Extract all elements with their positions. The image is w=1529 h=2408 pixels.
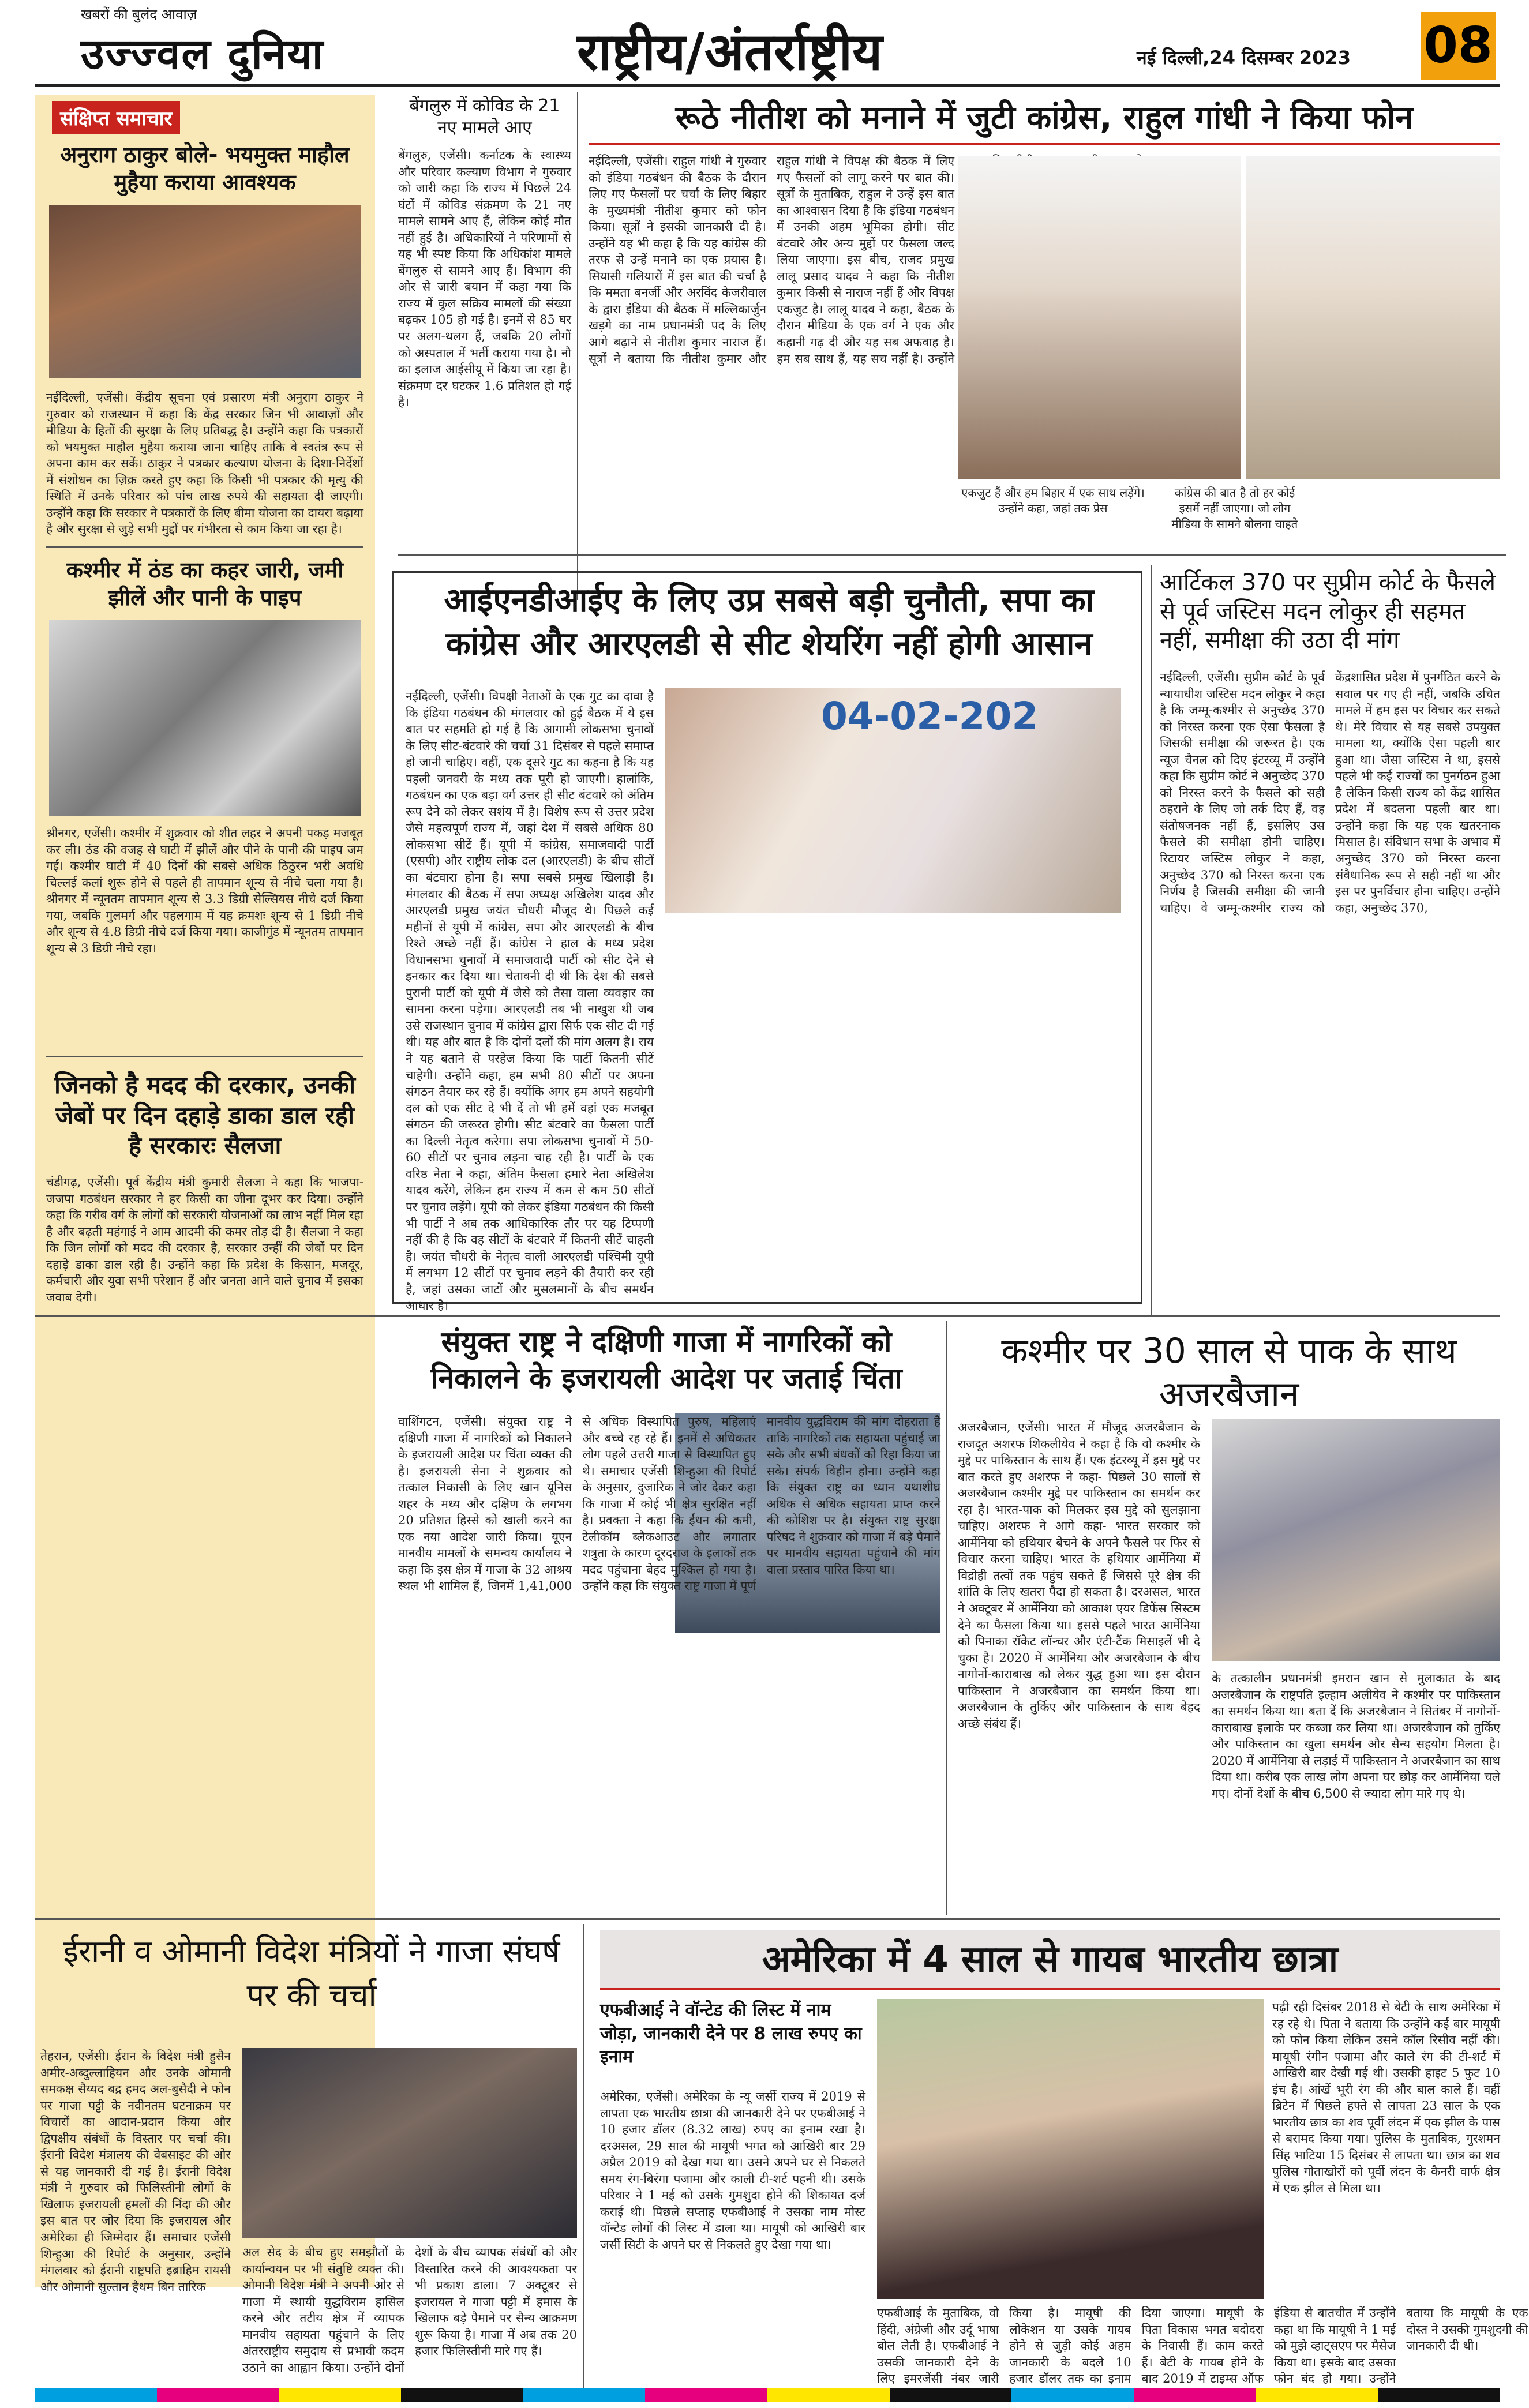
usa-body-2: एफबीआई के मुताबिक, वो हिंदी, अंग्रेजी और उर्दू भाषा बोल लेती है। एफबीआई ने उसकी जानकारी देने के लिए इमरजेंसी नंबर जारी किया है। मायूषी की लोकेशन या उसके गायब होने से जुड़ी कोई अहम जानकारी के बदले 10 हजार डॉलर तक का इनाम दिया जाएगा। मायूषी के पिता विकास भगत बदोदरा के निवासी हैं। काम करते हैं। बेटी के गायब होने के बाद 2019 में टाइम्स ऑफ इंडिया से बातचीत में उन्होंने कहा था कि मायूषी ने 1 मई को मुझे व्हाट्सएप पर मैसेज किया था। इसके बाद उसका फोन बंद हो गया। उन्होंने बताया कि मायूषी के एक दोस्त ने उसकी गुमशुदगी की जानकारी दी थी। [877, 2306, 1528, 2386]
column-divider [577, 92, 578, 600]
iran-headline: ईरानी व ओमानी विदेश मंत्रियों ने गाजा संघर्ष पर की चर्चा [63, 1933, 560, 2013]
usa-head-band [600, 1930, 1500, 1990]
headline-underline [589, 143, 1500, 145]
brief-body-1: नईदिल्ली, एजेंसी। केंद्रीय सूचना एवं प्रसारण मंत्री अनुराग ठाकुर ने गुरुवार को राजस्थान में कहा कि केंद्र सरकार जिन भी आवाज़ों और मीडिया के हितों की सुरक्षा के लिए प्रतिबद्ध है। उन्होंने कहा कि पत्रकारों को भयमुक्त माहौल मुहैया कराया जाना चाहिए ताकि वे स्वतंत्र रूप से अपना काम कर सकें। ठाकुर ने पत्रकार कल्याण योजना के दिशा-निर्देशों में संशोधन का ज़िक्र करते हुए कहा कि किसी भी पत्रकार की मृत्यु की स्थिति में उनके परिवार को पांच लाख रुपये की सहायता दी जाएगी। उन्होंने कहा कि सरकार ने पत्रकारों के लिए बीमा योजना का दायरा बढ़ाया है और सुरक्षा से जुड़े सभी मुद्दों पर गंभीरता से काम किया जा रहा है। [46, 391, 363, 537]
un-headline: संयुक्त राष्ट्र ने दक्षिणी गाजा में नागरिकों को निकालने के इजरायली आदेश पर जताई चिंता [430, 1325, 902, 1395]
nitish-caption-2: कांग्रेस की बात है तो हर कोई इसमें नहीं जाएगा। जो लोग मीडिया के सामने बोलना चाहते [1171, 486, 1298, 531]
divider [46, 1056, 363, 1057]
nitish-headline: रूठे नीतीश को मनाने में जुटी कांग्रेस, राहुल गांधी ने किया फोन [675, 99, 1414, 137]
art370-headline: आर्टिकल 370 पर सुप्रीम कोर्ट के फैसले से पूर्व जस्टिस मदन लोकुर ही सहमत नहीं, समीक्षा की उठा दी मांग [1160, 569, 1496, 654]
brief-headline-2: कश्मीर में ठंड का कहर जारी, जमी झीलें और पानी के पाइप [66, 557, 344, 610]
masthead-rule [35, 84, 1500, 87]
photo-nitish [1246, 156, 1500, 479]
kashmir-body: अजरबैजान, एजेंसी। भारत में मौजूद अजरबैजान के राजदूत अशरफ शिकलीयेव ने कहा है कि वो कश्मीर के मुद्दे पर पाकिस्तान के साथ हैं। एक इंटरव्यू में इस मुद्दे पर बात करते हुए अशरफ ने कहा- पिछले 30 सालों से अजरबैजान कश्मीर मुद्दे पर पाकिस्तान का समर्थन कर रहा है। भारत-पाक को मिलकर इस मुद्दे को सुलझाना चाहिए। अशरफ ने आगे कहा- भारत सरकार को आर्मेनिया को हथियार बेचने के अपने फैसले पर फिर से विचार करना चाहिए। भारत के हथियार आर्मेनिया में विद्रोही तत्वों तक पहुंच सकते हैं जिससे पूरे क्षेत्र की शांति के लिए खतरा पैदा हो सकता है। दरअसल, भारत ने अक्टूबर में आर्मेनिया को आकाश एयर डिफेंस सिस्टम देने का फैसला किया था। इससे पहले भारत आर्मेनिया को पिनाका रॉकेट लॉन्चर और एंटी-टैंक मिसाइलें भी दे चुका है। 2020 में आर्मेनिया और अजरबैजान के बीच नागोर्नो-काराबाख को लेकर युद्ध हुआ था। इस दौरान पाकिस्तान ने अजरबैजान का समर्थन किया था। अजरबैजान के तुर्किए और पाकिस्तान के साथ बेहद अच्छे संबंध हैं। [958, 1420, 1200, 1731]
covid-body: बेंगलुरु, एजेंसी। कर्नाटक के स्वास्थ्य और परिवार कल्याण विभाग ने गुरुवार को जारी कहा कि राज्य में पिछले 24 घंटों में कोविड संक्रमण के 21 नए मामले सामने आए हैं, लेकिन कोई मौत नहीं हुई है। अधिकारियों ने परिणामों से यह भी स्पष्ट किया कि अधिकांश मामले बेंगलुरु से सामने आए हैं। विभाग की ओर से जारी बयान में कहा गया कि राज्य में कुल सक्रिय मामलों की संख्या बढ़कर 105 हो गई है। इनमें से 85 घर पर अलग-थलग हैं, जबकि 20 लोगों को अस्पताल में भर्ती कराया गया है। नौ का इलाज आईसीयू में किया जा रहा है। संक्रमण दर घटकर 1.6 प्रतिशत हो गई है। [398, 148, 571, 410]
column-divider [1151, 565, 1152, 1315]
divider [35, 1918, 1500, 1920]
nitish-caption-1: एकजुट हैं और हम बिहार में एक साथ लड़ेंगे। उन्होंने कहा, जहां तक प्रेस [961, 486, 1145, 515]
dateline: नई दिल्ली,24 दिसम्बर 2023 [1137, 47, 1351, 69]
art370-body: नईदिल्ली, एजेंसी। सुप्रीम कोर्ट के पूर्व न्यायाधीश जस्टिस मदन लोकुर ने कहा है कि जम्मू-कश्मीर से अनुच्छेद 370 को निरस्त करना एक ऐसा फैसला है जिसकी समीक्षा की जरूरत है। एक न्यूज चैनल को दिए इंटरव्यू में उन्होंने कहा कि सुप्रीम कोर्ट ने अनुच्छेद 370 को निरस्त करने के फैसले को सही ठहराने के लिए जो तर्क दिए हैं, वह संतोषजनक नहीं हैं, इसलिए उस फैसले की समीक्षा होनी चाहिए। रिटायर जस्टिस लोकुर ने कहा, अनुच्छेद 370 को निरस्त करना एक निर्णय है जिसकी समीक्षा की जानी चाहिए। वे जम्मू-कश्मीर राज्य को केंद्रशासित प्रदेश में पुनर्गठित करने के सवाल पर गए ही नहीं, जबकि उचित मामले में हम इस पर विचार कर सकते थे। मेरे विचार से यह सबसे उपयुक्त मामला था, क्योंकि ऐसा पहली बार हुआ था। जैसा जस्टिस ने था, इससे पहले भी कई राज्यों का पुनर्गठन हुआ है लेकिन किसी राज्य को केंद्र शासित प्रदेश में बदलना पहली बार था। उन्होंने कहा कि यह एक खतरनाक मिसाल है। संविधान सभा के अभाव में अनुच्छेद 370 को निरस्त करना संवैधानिक रूप से सही नहीं था और इस पर पुनर्विचार होना चाहिए। उन्होंने कहा, अनुच्छेद 370, [1160, 670, 1500, 915]
nitish-body: नईदिल्ली, एजेंसी। राहुल गांधी ने गुरुवार को इंडिया गठबंधन की बैठक के दौरान लिए गए फैसलों पर चर्चा के लिए बिहार के मुख्यमंत्री नीतीश कुमार को फोन किया। सूत्रों ने इसकी जानकारी दी है। उन्होंने यह भी कहा है कि यह कांग्रेस की तरफ से उन्हें मनाने का एक प्रयास है। सियासी गलियारों में इस बात की चर्चा है कि ममता बनर्जी और अरविंद केजरीवाल के द्वारा इंडिया की बैठक में मल्लिकार्जुन खड़गे का नाम प्रधानमंत्री पद के लिए आगे बढ़ाने से नीतीश कुमार नाराज हैं। सूत्रों ने बताया कि नीतीश कुमार और राहुल गांधी ने विपक्ष की बैठक में लिए गए फैसलों को लागू करने पर बात की। सूत्रों के मुताबिक, राहुल ने उन्हें इस बात का आश्वासन दिया है कि इंडिया गठबंधन में उनकी अहम भूमिका होगी। सीट बंटवारे और अन्य मुद्दों पर फैसला जल्द लिया जाएगा। इस बीच, राजद प्रमुख लालू प्रसाद यादव ने कहा कि नीतीश कुमार किसी से नाराज नहीं हैं और विपक्ष एकजुट है। लालू यादव ने कहा, बैठक के दौरान मीडिया के एक वर्ग ने एक और कहानी गढ़ दी और यह सब अफवाह है। हम सब साथ हैं, यह सच नहीं है। उन्होंने [589, 154, 954, 366]
newspaper-name: उज्ज्वल दुनिया [81, 29, 324, 79]
india-box [392, 571, 1142, 1313]
brief-headline-1: अनुराग ठाकुर बोले- भयमुक्त माहौल मुहैया कराया आवश्यक [60, 142, 350, 195]
brief-label: संक्षिप्त समाचार [52, 101, 180, 134]
photo-opposition-leaders [665, 688, 1121, 913]
usa-subhead: एफबीआई ने वॉन्टेड की लिस्ट में नाम जोड़ा, जानकारी देने पर 8 लाख रुपए का इनाम [600, 2000, 862, 2067]
iran-body-1: तेहरान, एजेंसी। ईरान के विदेश मंत्री हुसैन अमीर-अब्दुल्लाहियन और उनके ओमानी समकक्ष सैय्यद बद्र हमद अल-बुसैदी ने फोन पर गाजा पट्टी के नवीनतम घटनाक्रम पर विचारों का आदान-प्रदान किया और द्विपक्षीय संबंधों के विस्तार पर चर्चा की। ईरानी विदेश मंत्रालय की वेबसाइट की ओर से यह जानकारी दी गई है। ईरानी विदेश मंत्री ने गुरुवार को फिलिस्तीनी लोगों के खिलाफ इजरायली हमलों की निंदा की और इस बात पर जोर दिया कि इजरायल और अमेरिका ही जिम्मेदार हैं। समाचार एजेंसी शिन्हुआ की रिपोर्ट के अनुसार, उन्होंने मंगलवार को ईरानी राष्ट्रपति इब्राहिम रायसी और ओमानी सुल्तान हैथम बिन तारिक [40, 2049, 231, 2294]
print-color-bar [35, 2388, 1500, 2402]
covid-headline: बेंगलुरु में कोविड के 21 नए मामले आए [409, 96, 560, 138]
photo-iran-minister [242, 2048, 577, 2238]
usa-body-1: अमेरिका, एजेंसी। अमेरिका के न्यू जर्सी राज्य में 2019 से लापता एक भारतीय छात्रा की जानकारी देने पर एफबीआई ने 10 हजार डॉलर (8.32 लाख) रुपए का इनाम रखा है। दरअसल, 29 साल की मायूषी भगत को आखिरी बार 29 अप्रैल 2019 को देखा गया था। उसने अपने घर से निकलते समय रंग-बिरंगा पजामा और काली टी-शर्ट पहनी थी। उसके परिवार ने 1 मई को उसके गुमशुदा होने की शिकायत दर्ज कराई थी। पिछले सप्ताह एफबीआई ने उसका नाम मोस्ट वॉन्टेड लोगों की लिस्ट में डाला था। मायूषी को आखिरी बार जर्सी सिटी के अपने घर से निकलते हुए देखा गया था। [600, 2090, 865, 2252]
kashmir-body-2: के तत्कालीन प्रधानमंत्री इमरान खान से मुलाकात के बाद अजरबैजान के राष्ट्रपति इल्हाम अलीयेव ने कश्मीर पर पाकिस्तान का समर्थन किया था। बता दें कि अजरबैजान ने सितंबर में नागोर्नो-काराबाख इलाके पर कब्जा कर लिया था। अजरबैजान को तुर्किए और पाकिस्तान का खुला समर्थन और सैन्य सहयोग मिलता है। 2020 में आर्मेनिया से लड़ाई में पाकिस्तान ने अजरबैजान का साथ दिया था। करीब एक लाख लोग अपना घर छोड़ कर आर्मेनिया चले गए। दोनों देशों के बीच 6,500 से ज्यादा लोग मारे गए थे। [1212, 1671, 1500, 1801]
photo-frozen-pipes [49, 620, 361, 816]
photo-modi-aliyev [1212, 1419, 1500, 1661]
india-headline: आईएनडीआईए के लिए उप्र सबसे बड़ी चुनौती, सपा का कांग्रेस और आरएलडी से सीट शेयरिंग नहीं होगी आसान [444, 582, 1095, 663]
usa-headline: अमेरिका में 4 साल से गायब भारतीय छात्रा [762, 1938, 1339, 1981]
column-divider [946, 1321, 947, 1915]
kashmir-headline: कश्मीर पर 30 साल से पाक के साथ अजरबैजान [1001, 1331, 1457, 1415]
photo-anurag [49, 205, 361, 378]
photo-rahul [958, 156, 1241, 479]
divider [46, 546, 363, 548]
divider [35, 1315, 1500, 1317]
india-body: नईदिल्ली, एजेंसी। विपक्षी नेताओं के एक गुट का दावा है कि इंडिया गठबंधन की मंगलवार को हुई बैठक में ये इस बात पर सहमति हो गई है कि आगामी लोकसभा चुनावों के लिए सीट-बंटवारे की चर्चा 31 दिसंबर से पहले समाप्त हो जानी चाहिए। वहीं, एक दूसरे गुट का कहना है कि यह पहली जनवरी के मध्य तक पूरी हो जाएगी। हालांकि, गठबंधन का एक बड़ा वर्ग उत्तर ही सीट बंटवारे को अंतिम रूप देने को लेकर सशंय में है। विशेष रूप से उत्तर प्रदेश जैसे महत्वपूर्ण राज्य में, जहां देश में सबसे अधिक 80 लोकसभा सीटें हैं। यूपी में कांग्रेस, समाजवादी पार्टी (एसपी) और राष्ट्रीय लोक दल (आरएलडी) के बीच सीटों का बंटवारा होना है। सपा सबसे प्रमुख खिलाड़ी है। मंगलवार की बैठक में सपा अध्यक्ष अखिलेश यादव और आरएलडी प्रमुख जयंत चौधरी मौजूद थे। पिछले कई महीनों से यूपी में कांग्रेस, सपा और आरएलडी के बीच रिश्ते अच्छे नहीं हैं। कांग्रेस ने हाल के मध्य प्रदेश विधानसभा चुनावों में समाजवादी पार्टी को सीट देने से इनकार कर दिया था। चेतावनी दी थी कि देश की सबसे पुरानी पार्टी को यूपी में जैसे को तैसा वाला व्यवहार का सामना करना पड़ेगा। आरएलडी तब भी नाखुश थी जब उसे राजस्थान चुनाव में कांग्रेस द्वारा सिर्फ एक सीट दी गई थी। यह और बात है कि दोनों दलों की मांग अलग है। राय ने यह बताने से परहेज किया कि पार्टी कितनी सीटें चाहेगी। उन्होंने कहा, हम सभी 80 सीटों पर अपना संगठन तैयार कर रहे हैं। क्योंकि अगर हम अपने सहयोगी दल को एक सीट दे भी दें तो भी हमें वहां एक मजबूत संगठन की जरूरत होगी। सीट बंटवारे का फैसला पार्टी का दिल्ली नेतृत्व करेगा। सपा लोकसभा चुनावों में 50-60 सीटों पर चुनाव लड़ना चाह रही है। पार्टी के एक वरिष्ठ नेता ने कहा, अंतिम फैसला हमारे नेता अखिलेश यादव करेंगे, लेकिन हम राज्य में कम से कम 50 सीटों पर चुनाव लड़ेंगे। यूपी को लेकर इंडिया गठबंधन की किसी भी पार्टी ने अब तक आधिकारिक तौर पर यह टिप्पणी नहीं की है कि वह सीटों के बंटवारे में कितनी सीटें चाहती है। जयंत चौधरी के नेतृत्व वाली आरएलडी पश्चिमी यूपी में लगभग 12 सीटों पर चुनाव लड़ने की तैयारी कर रही है, जहां उसका जाटों और मुसलमानों के बीच समर्थन आधार है। [406, 689, 654, 1313]
page-number: 08 [1421, 12, 1496, 80]
usa-body-3: पढ़ी रही दिसंबर 2018 से बेटी के साथ अमेरिका में रह रहे थे। पिता ने बताया कि उन्होंने कई बार मायूषी को फोन किया लेकिन उसने कॉल रिसीव नहीं की। मायूषी रंगीन पजामा और काले रंग की टी-शर्ट में आखिरी बार देखी गई थी। उसकी हाइट 5 फुट 10 इंच है। आंखें भूरी रंग की और बाल काले हैं। वहीं ब्रिटेन में पिछले हफ्ते से लापता 23 साल के एक भारतीय छात्र का शव पूर्वी लंदन में एक झील के पास से बरामद किया गया। पुलिस के मुताबिक, गुरशमन सिंह भाटिया 15 दिसंबर से लापता था। छात्र का शव पुलिस गोताखोरों को पूर्वी लंदन के कैनरी वार्फ क्षेत्र में एक झील से मिला था। [1272, 2000, 1500, 2196]
brief-headline-3: जिनको है मदद की दरकार, उनकी जेबों पर दिन दहाड़े डाका डाल रही है सरकारः सैलजा [54, 1071, 355, 1160]
photo-banner-date: 04-02-202 [821, 694, 1039, 738]
divider [398, 554, 1506, 556]
brief-body-2: श्रीनगर, एजेंसी। कश्मीर में शुक्रवार को शीत लहर ने अपनी पकड़ मजबूत कर ली। ठंड की वजह से घाटी में झीलें और पीने के पानी की पाइप जम गईं। कश्मीर घाटी में 40 दिनों की सबसे अधिक ठिठुरन भरी अवधि चिल्लई कलां शुरू होने से पहले ही तापमान शून्य से नीचे चला गया है। श्रीनगर में न्यूनतम तापमान शून्य से 3.3 डिग्री सेल्सियस नीचे दर्ज किया गया, जबकि गुलमर्ग और पहलगाम में यह क्रमशः शून्य से 1 डिग्री नीचे और शून्य से 4.8 डिग्री नीचे दर्ज किया गया। काजीगुंड में न्यूनतम तापमान शून्य से 3 डिग्री नीचे रहा। [46, 826, 363, 955]
brief-body-3: चंडीगढ़, एजेंसी। पूर्व केंद्रीय मंत्री कुमारी सैलजा ने कहा कि भाजपा-जजपा गठबंधन सरकार ने हर किसी का जीना दूभर कर दिया। उन्होंने कहा कि गरीब वर्ग के लोगों को सरकारी योजनाओं का लाभ नहीं मिल रहा है और बढ़ती महंगाई ने आम आदमी की कमर तोड़ दी है। सैलजा ने कहा कि जिन लोगों को मदद की दरकार है, सरकार उन्हीं की जेबों पर दिन दहाड़े डाका डाल रही है। उन्होंने कहा कि प्रदेश के किसान, मजदूर, कर्मचारी और युवा सभी परेशान हैं और जनता आने वाले चुनाव में इसका जवाब देगी। [46, 1175, 363, 1304]
un-body: वाशिंगटन, एजेंसी। संयुक्त राष्ट्र ने दक्षिणी गाजा में नागरिकों को निकालने के इजरायली आदेश पर चिंता व्यक्त की है। इजरायली सेना ने शुक्रवार को तत्काल निकासी के लिए खान यूनिस शहर के मध्य और दक्षिण के लगभग 20 प्रतिशत हिस्से को खाली करने का एक नया आदेश जारी किया। यूएन मानवीय मामलों के समन्वय कार्यालय ने कहा कि इस क्षेत्र में गाजा के 32 आश्रय स्थल भी शामिल हैं, जिनमें 1,41,000 से अधिक विस्थापित पुरुष, महिलाएं और बच्चे रह रहे हैं। इनमें से अधिकतर लोग पहले उत्तरी गाजा से विस्थापित हुए थे। समाचार एजेंसी शिन्हुआ की रिपोर्ट के अनुसार, दुजारिक ने जोर देकर कहा कि गाजा में कोई भी क्षेत्र सुरक्षित नहीं है। प्रवक्ता ने कहा कि ईंधन की कमी, टेलीकॉम ब्लैकआउट और लगातार शत्रुता के कारण दूरदराज के इलाकों तक मदद पहुंचाना बेहद मुश्किल हो गया है। उन्होंने कहा कि संयुक्त राष्ट्र गाजा में पूर्ण मानवीय युद्धविराम की मांग दोहराता है ताकि नागरिकों तक सहायता पहुंचाई जा सके और सभी बंधकों को रिहा किया जा सके। संपर्क विहीन होना। उन्होंने कहा कि संयुक्त राष्ट्र का ध्यान यथाशीघ्र अधिक से अधिक सहायता प्राप्त करने की कोशिश पर है। संयुक्त राष्ट्र सुरक्षा परिषद ने शुक्रवार को गाजा में बड़े पैमाने पर मानवीय सहायता पहुंचाने की मांग वाला प्रस्ताव पारित किया था। [398, 1415, 940, 1593]
column-divider [583, 1924, 584, 2397]
masthead-tagline: खबरों की बुलंद आवाज़ [81, 6, 197, 22]
photo-mayushi [877, 1999, 1264, 2299]
section-title: राष्ट्रीय/अंतर्राष्ट्रीय [577, 22, 883, 82]
iran-body-2: अल सेद के बीच हुए समझौतों के कार्यान्वयन पर भी संतुष्टि व्यक्त की। ओमानी विदेश मंत्री ने अपनी ओर से गाजा में स्थायी युद्धविराम हासिल करने और तटीय क्षेत्र में व्यापक मानवीय सहायता पहुंचाने के लिए अंतरराष्ट्रीय समुदाय से प्रभावी कदम उठाने का आह्वान किया। उन्होंने दोनों देशों के बीच व्यापक संबंधों को और विस्तारित करने की आवश्यकता पर भी प्रकाश डाला। 7 अक्टूबर से इजरायल ने गाजा पट्टी में हमास के खिलाफ बड़े पैमाने पर सैन्य आक्रमण शुरू किया है। गाजा में अब तक 20 हजार फिलिस्तीनी मारे गए हैं। [242, 2245, 577, 2375]
